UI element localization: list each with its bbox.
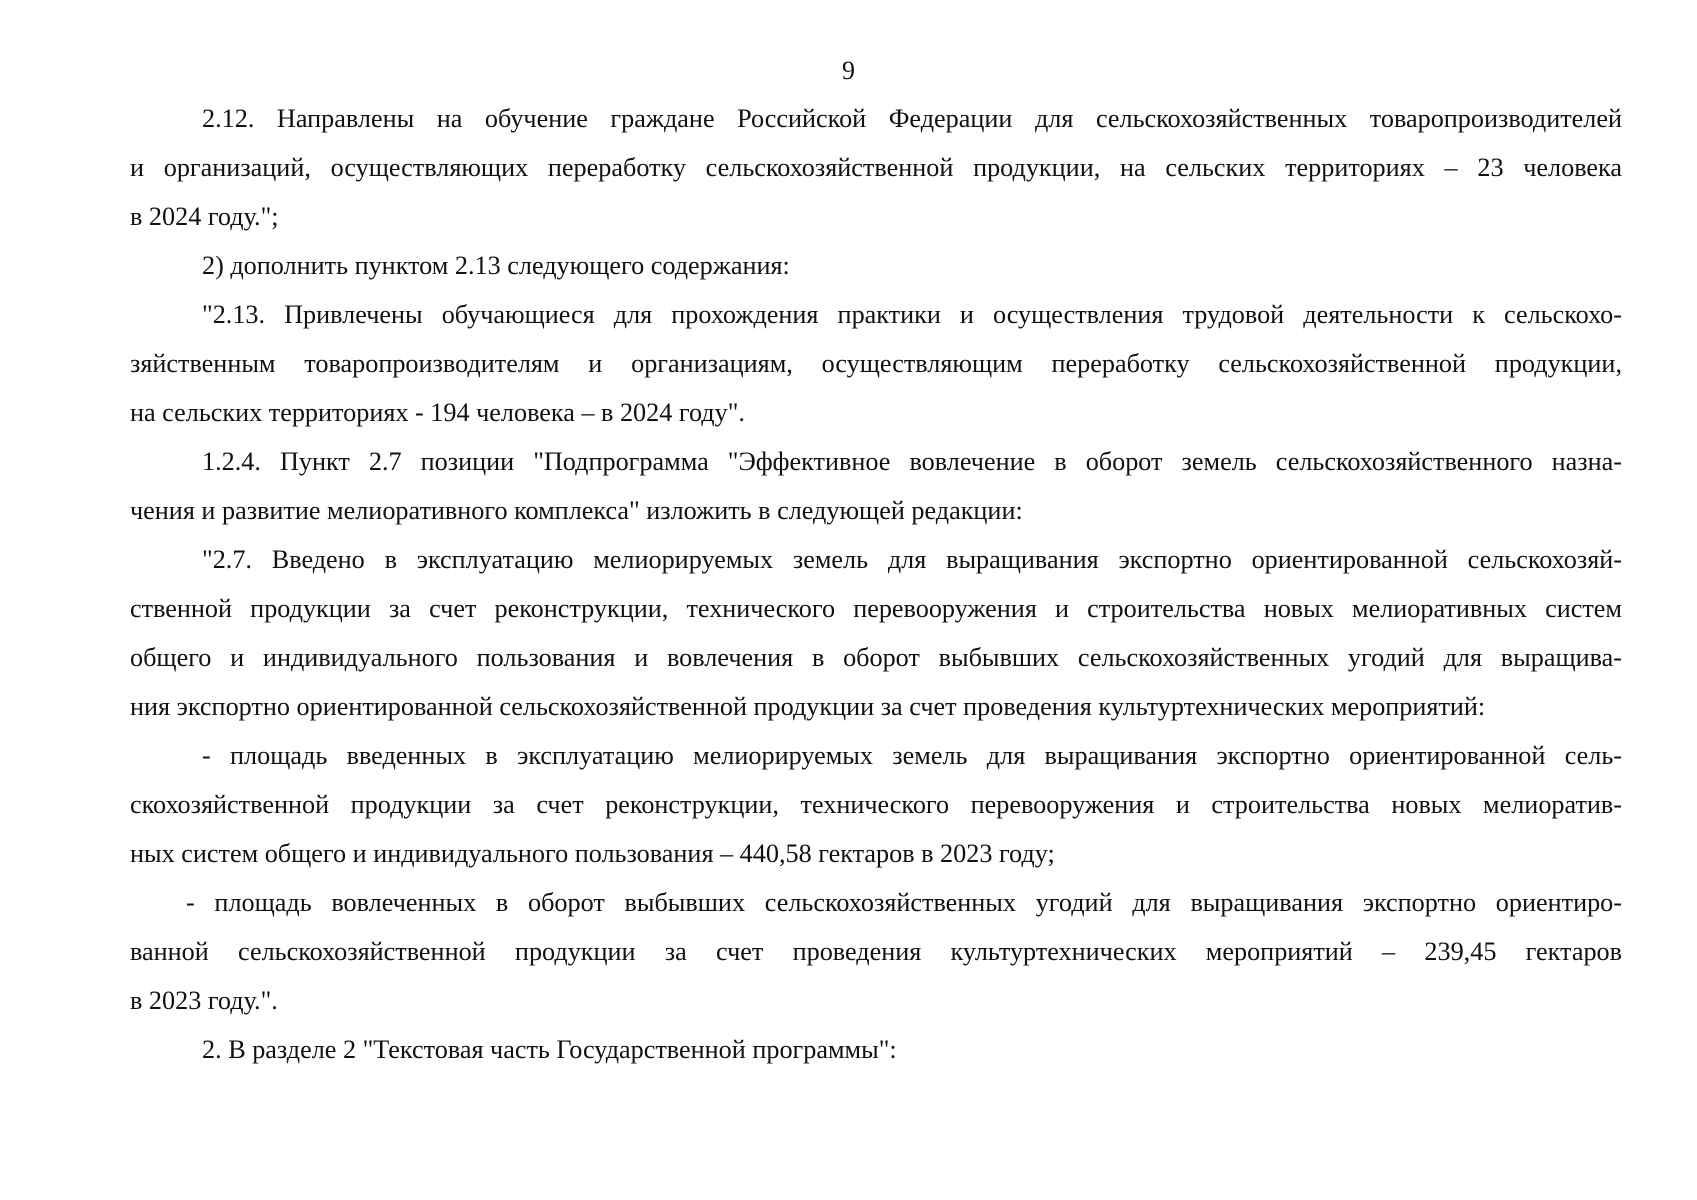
paragraph-add-2-13 bbox=[130, 241, 1622, 290]
paragraph-area-reclaimed bbox=[130, 731, 1622, 878]
text-line: чения и развитие мелиоративного комплекса" изложить в следующей редакции: bbox=[130, 496, 1023, 525]
text-line: 2. В разделе 2 "Текстовая часть Государственной программы": bbox=[202, 1035, 897, 1064]
text-line: ственной продукции за счет реконструкции, технического перевооружения и строительства новых мелиоративных систем bbox=[130, 594, 1622, 623]
paragraph-area-involved bbox=[130, 878, 1622, 1025]
text-line: ванной сельскохозяйственной продукции за счет проведения культуртехнических мероприятий – 239,45 гектаров bbox=[130, 937, 1622, 966]
text-line: на сельских территориях - 194 человека – в 2024 году". bbox=[130, 398, 745, 427]
text-line: скохозяйственной продукции за счет реконструкции, технического перевооружения и строительства новых мелиоратив- bbox=[130, 790, 1622, 819]
text-line: ния экспортно ориентированной сельскохозяйственной продукции за счет проведения культуртехнических мероприятий: bbox=[130, 692, 1486, 721]
text-line: общего и индивидуального пользования и вовлечения в оборот выбывших сельскохозяйственных угодий для выращива- bbox=[130, 643, 1622, 672]
text-line: "2.13. Привлечены обучающиеся для прохождения практики и осуществления трудовой деятельности к сельскохо- bbox=[202, 300, 1622, 329]
text-line: "2.7. Введено в эксплуатацию мелиорируемых земель для выращивания экспортно ориентированной сельскохозяй- bbox=[202, 545, 1622, 574]
paragraph-2-7 bbox=[130, 535, 1622, 731]
text-line: и организаций, осуществляющих переработку сельскохозяйственной продукции, на сельских территориях – 23 человека bbox=[130, 153, 1622, 182]
paragraph-section-2 bbox=[130, 1025, 1622, 1074]
text-line: 1.2.4. Пункт 2.7 позиции "Подпрограмма "Эффективное вовлечение в оборот земель сельскохозяйственного назна- bbox=[202, 447, 1622, 476]
paragraph-1-2-4 bbox=[130, 437, 1622, 535]
text-line: зяйственным товаропроизводителям и организациям, осуществляющим переработку сельскохозяйственной продукции, bbox=[130, 349, 1622, 378]
document-body bbox=[130, 94, 1622, 1074]
text-line: в 2023 году.". bbox=[130, 986, 278, 1015]
text-line: 2.12. Направлены на обучение граждане Российской Федерации для сельскохозяйственных товаропроизводителей bbox=[202, 104, 1622, 133]
text-line: - площадь вовлеченных в оборот выбывших сельскохозяйственных угодий для выращивания экспортно ориентиро- bbox=[186, 888, 1622, 917]
page-number: 9 bbox=[842, 56, 855, 85]
text-line: в 2024 году."; bbox=[130, 202, 279, 231]
text-line: ных систем общего и индивидуального пользования – 440,58 гектаров в 2023 году; bbox=[130, 839, 1055, 868]
paragraph-2-12 bbox=[130, 94, 1622, 241]
text-line: 2) дополнить пунктом 2.13 следующего содержания: bbox=[202, 251, 790, 280]
paragraph-2-13 bbox=[130, 290, 1622, 437]
text-line: - площадь введенных в эксплуатацию мелиорируемых земель для выращивания экспортно ориентированной сель- bbox=[202, 741, 1622, 770]
